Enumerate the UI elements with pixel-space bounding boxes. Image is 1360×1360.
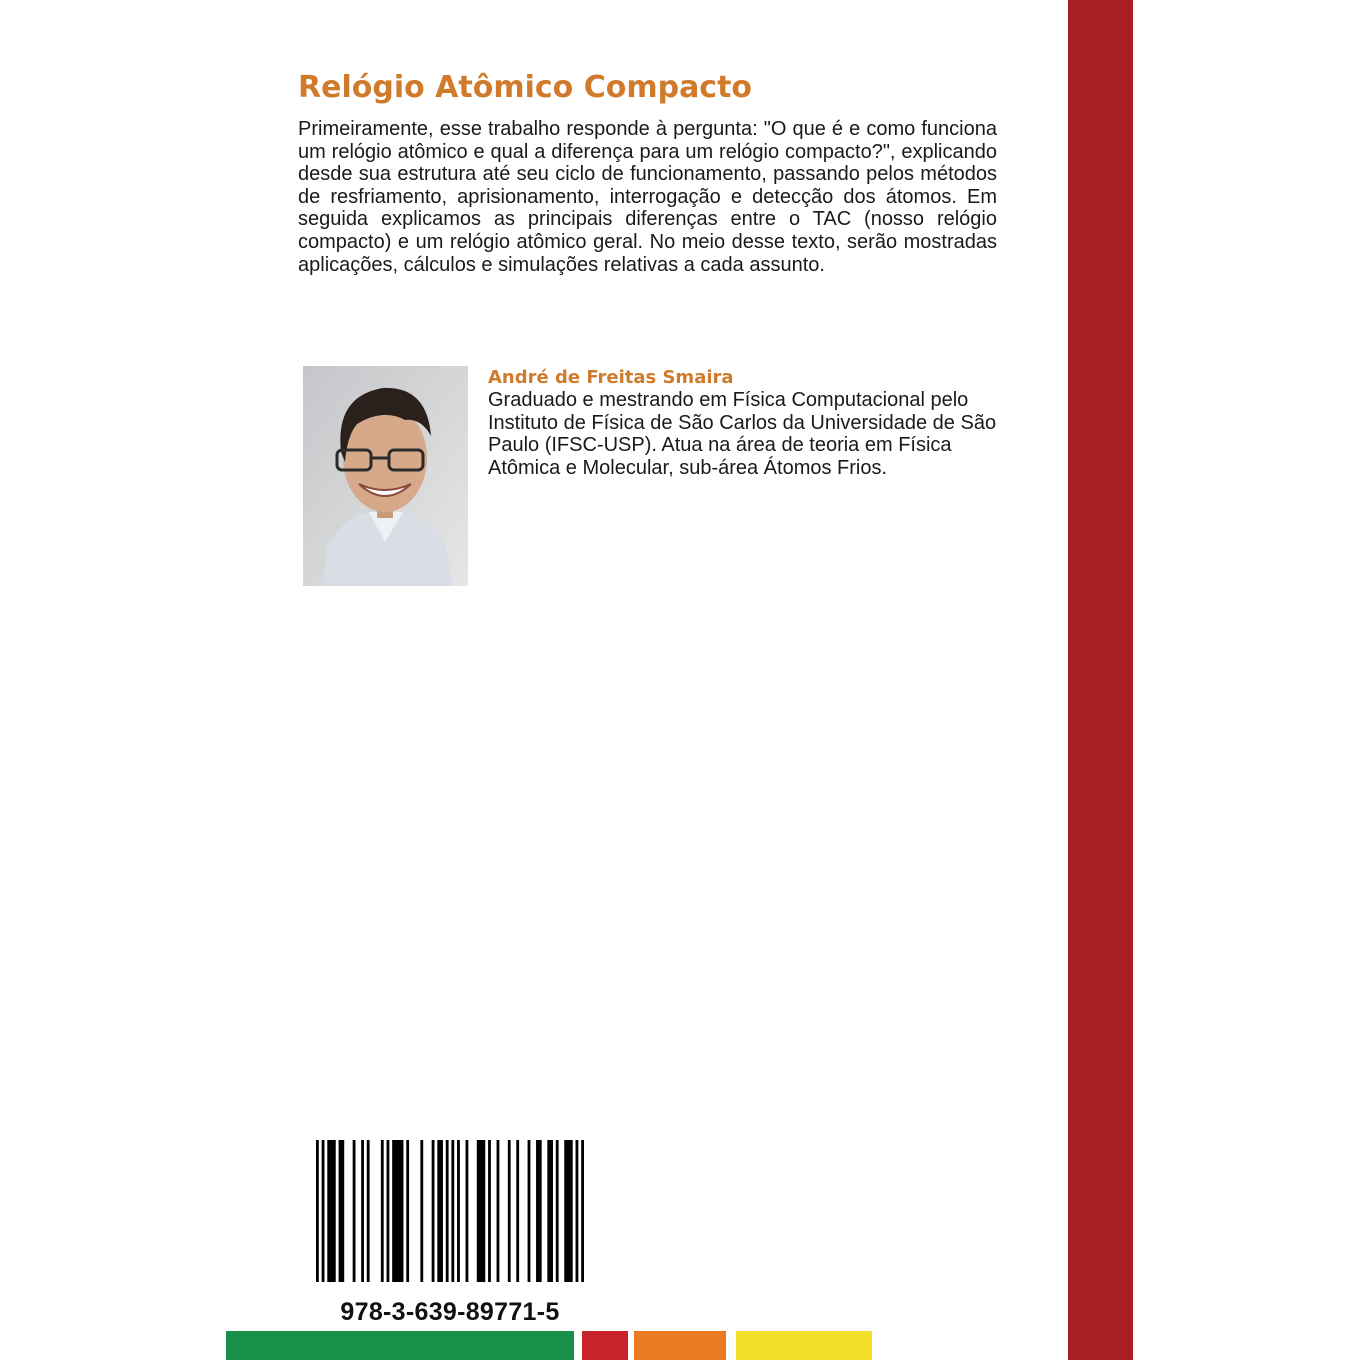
color-strip-yellow bbox=[736, 1331, 872, 1360]
author-name: André de Freitas Smaira bbox=[488, 367, 734, 388]
barcode-bar bbox=[516, 1140, 519, 1282]
barcode-bar bbox=[576, 1140, 579, 1282]
barcode-bar bbox=[322, 1140, 325, 1282]
barcode-bar bbox=[420, 1140, 423, 1282]
barcode-bar bbox=[381, 1140, 384, 1282]
author-bio: Graduado e mestrando em Física Computacional pelo Instituto de Física de São Carlos da Universidade de São Paulo (IFSC-USP). Atua na área de teoria em Física Atômica e Molecular, sub-área Átomos Frios. bbox=[488, 389, 997, 479]
barcode-bar bbox=[367, 1140, 370, 1282]
barcode-bar bbox=[446, 1140, 449, 1282]
barcode-bar bbox=[451, 1140, 454, 1282]
barcode-bar bbox=[457, 1140, 460, 1282]
isbn-number: 978-3-639-89771-5 bbox=[340, 1298, 560, 1326]
barcode-bar bbox=[497, 1140, 500, 1282]
barcode-bar bbox=[387, 1140, 390, 1282]
barcode-bar bbox=[392, 1140, 403, 1282]
barcode-bar bbox=[564, 1140, 572, 1282]
book-title: Relógio Atômico Compacto bbox=[298, 70, 753, 105]
barcode-bar bbox=[556, 1140, 559, 1282]
barcode-bar bbox=[581, 1140, 584, 1282]
barcode-bar bbox=[406, 1140, 409, 1282]
barcode-bar bbox=[353, 1140, 356, 1282]
barcode-bar bbox=[437, 1140, 443, 1282]
barcode-bar bbox=[339, 1140, 345, 1282]
barcode-bar bbox=[477, 1140, 485, 1282]
barcode-bar bbox=[488, 1140, 491, 1282]
barcode-bar bbox=[536, 1140, 542, 1282]
barcode-bar bbox=[361, 1140, 364, 1282]
barcode-bar bbox=[547, 1140, 553, 1282]
barcode-bar bbox=[432, 1140, 435, 1282]
barcode-bar bbox=[528, 1140, 531, 1282]
book-description: Primeiramente, esse trabalho responde à pergunta: "O que é e como funciona um relógio atômico e qual a diferença para um relógio compacto?", explicando desde sua estrutura até seu ciclo de funcionamento, passando pelos métodos de resfriamento, aprisionamento, interrogação e detecção dos átomos. Em seguida explicamos as principais diferenças entre o TAC (nosso relógio compacto) e um relógio atômico geral. No meio desse texto, serão mostradas aplicações, cálculos e simulações relativas a cada assunto. bbox=[298, 118, 997, 276]
barcode-bar bbox=[508, 1140, 511, 1282]
isbn-barcode bbox=[316, 1140, 584, 1282]
barcode-bar bbox=[327, 1140, 335, 1282]
color-strip-orange bbox=[634, 1331, 726, 1360]
book-spine bbox=[1068, 0, 1133, 1360]
barcode-bar bbox=[316, 1140, 319, 1282]
author-photo bbox=[303, 366, 468, 586]
color-strip-green bbox=[226, 1331, 574, 1360]
barcode-bar bbox=[466, 1140, 469, 1282]
color-strip-red bbox=[582, 1331, 628, 1360]
